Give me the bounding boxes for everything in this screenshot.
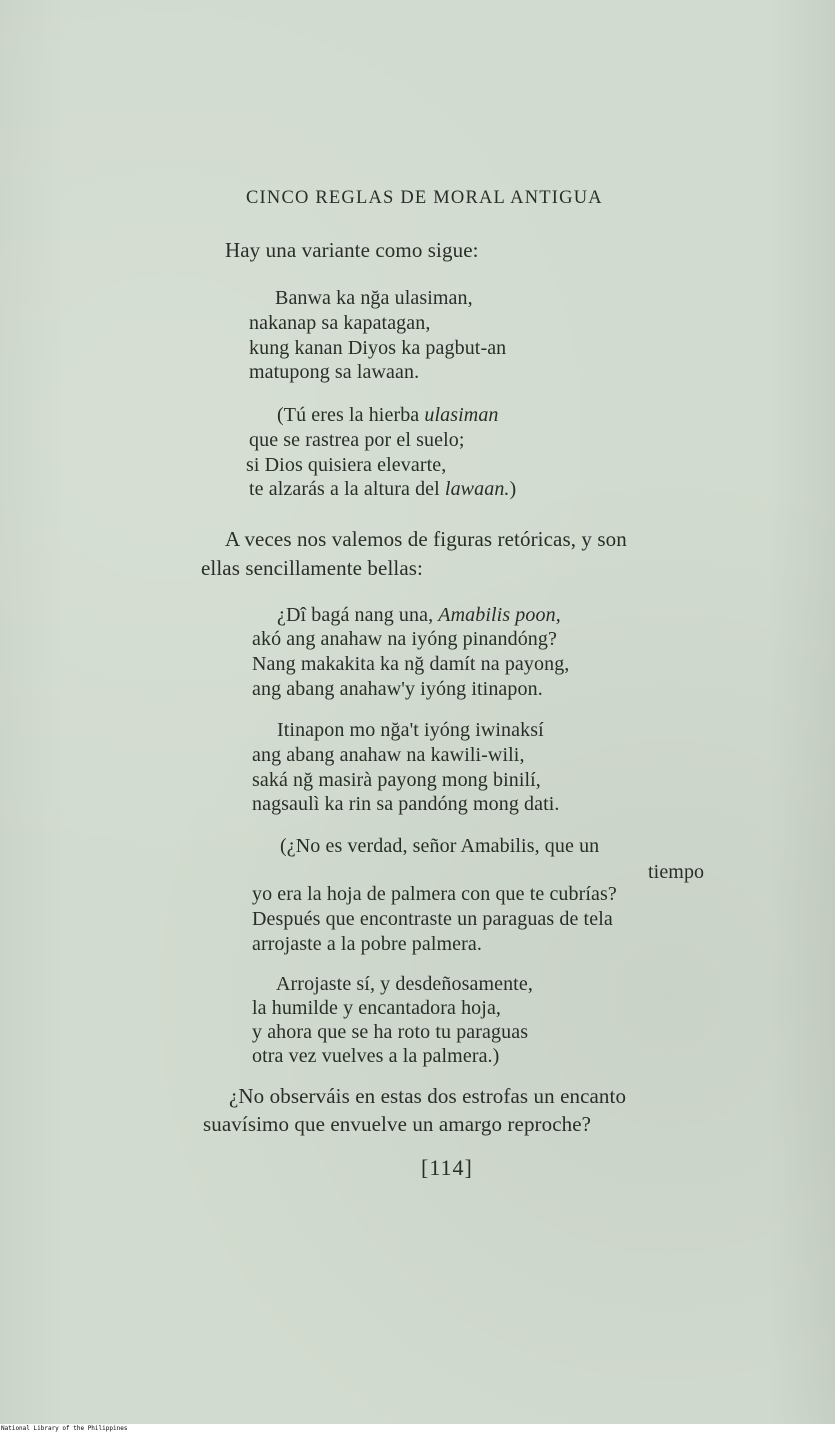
stanza3-line4: ang abang anahaw'y iyóng itinapon. bbox=[252, 678, 543, 700]
intro-paragraph: Hay una variante como sigue: bbox=[225, 238, 479, 262]
stanza5-line3: Después que encontraste un paraguas de tela bbox=[252, 908, 613, 930]
stanza6-line2: la humilde y encantadora hoja, bbox=[252, 997, 502, 1019]
stanza4-line1: Itinapon mo nğa't iyóng iwinaksí bbox=[277, 719, 544, 741]
footer-attribution: National Library of the Philippines bbox=[0, 1425, 835, 1433]
stanza5-line1: (¿No es verdad, señor Amabilis, que un bbox=[280, 835, 600, 857]
stanza4-line2: ang abang anahaw na kawili-wili, bbox=[252, 744, 525, 766]
para3-line2: suavísimo que envuelve un amargo reproche? bbox=[203, 1112, 592, 1136]
stanza4-line3: saká nğ masirà payong mong binilí, bbox=[252, 769, 541, 791]
stanza2-line3: si Dios quisiera elevarte, bbox=[246, 454, 447, 476]
stanza6-line3: y ahora que se ha roto tu paraguas bbox=[252, 1021, 529, 1043]
para3-line1: ¿No observáis en estas dos estrofas un encanto bbox=[229, 1084, 627, 1108]
stanza4-line4: nagsaulì ka rin sa pandóng mong dati. bbox=[252, 793, 560, 815]
para2-line2: ellas sencillamente bellas: bbox=[201, 556, 423, 580]
page-number: [114] bbox=[421, 1155, 473, 1180]
stanza2-line2: que se rastrea por el suelo; bbox=[249, 429, 465, 451]
stanza1-line3: kung kanan Diyos ka pagbut-an bbox=[249, 337, 507, 359]
stanza5-line2: yo era la hoja de palmera con que te cubrías? bbox=[252, 883, 617, 905]
stanza3-line2: akó ang anahaw na iyóng pinandóng? bbox=[252, 628, 557, 650]
stanza2-line1: (Tú eres la hierba ulasiman bbox=[277, 404, 499, 426]
running-header: CINCO REGLAS DE MORAL ANTIGUA bbox=[246, 188, 603, 208]
stanza5-line1-overflow: tiempo bbox=[648, 861, 705, 883]
stanza6-line4: otra vez vuelves a la palmera.) bbox=[252, 1045, 500, 1067]
stanza5-line4: arrojaste a la pobre palmera. bbox=[252, 933, 482, 955]
stanza1-line2: nakanap sa kapatagan, bbox=[249, 312, 431, 334]
stanza3-line3: Nang makakita ka nğ damít na payong, bbox=[252, 653, 570, 675]
stanza3-line1: ¿Dî bagá nang una, Amabilis poon, bbox=[277, 604, 561, 626]
para2-line1: A veces nos valemos de figuras retóricas, y son bbox=[225, 527, 627, 551]
stanza1-line4: matupong sa lawaan. bbox=[249, 361, 420, 383]
stanza1-line1: Banwa ka nğa ulasiman, bbox=[275, 287, 473, 309]
stanza2-line4: te alzarás a la altura del lawaan.) bbox=[249, 478, 517, 500]
stanza6-line1: Arrojaste sí, y desdeñosamente, bbox=[276, 973, 533, 995]
